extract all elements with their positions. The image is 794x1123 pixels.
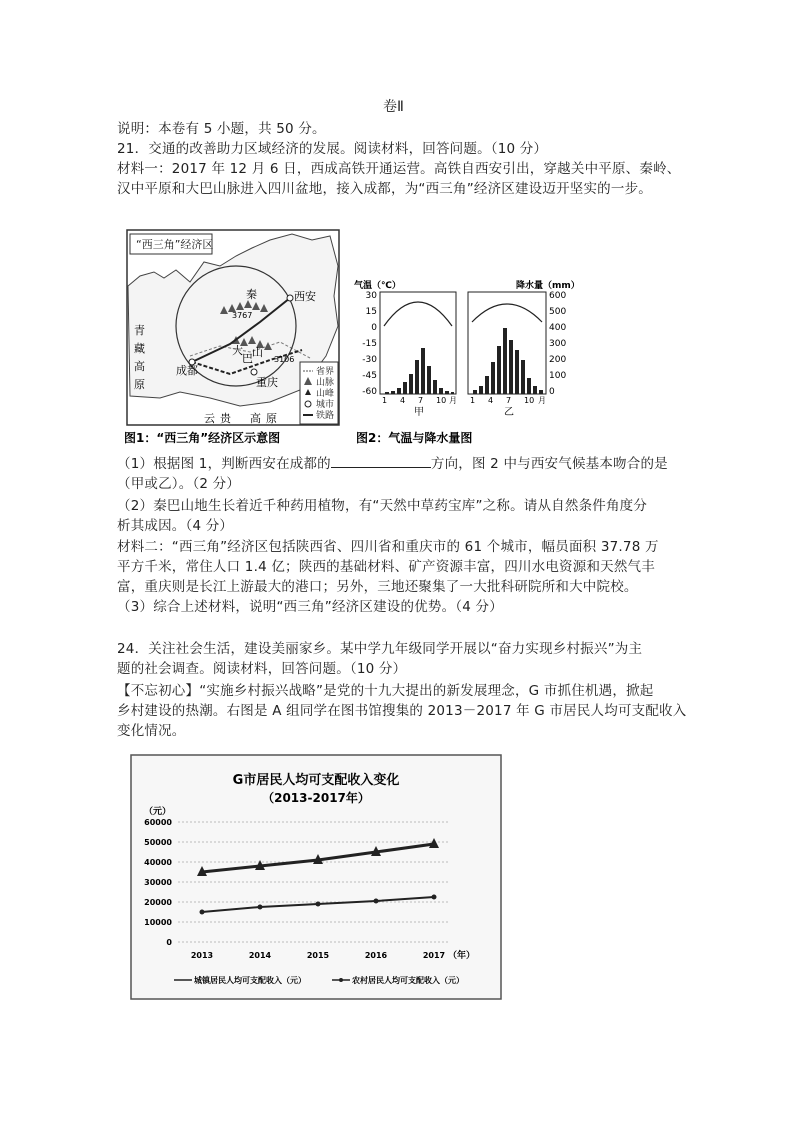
chongqing-city [251, 369, 257, 375]
question-24-line-1: 24．关注社会生活，建设美丽家乡。某中学九年级同学开展以“奋力实现乡村振兴”为主 [117, 641, 643, 657]
panel-b-precipitation-bars [473, 328, 543, 394]
question-1-text-2: 方向，图 2 中与西安气候基本吻合的是 [430, 456, 668, 472]
label-xian: 西安 [294, 290, 316, 303]
label-qin: 秦 [246, 288, 257, 301]
y-tick-label: 50000 [144, 838, 172, 847]
question-2-line-1: （2）秦巴山地生长着近千种药用植物，有“天然中草药宝库”之称。请从自然条件角度分 [117, 498, 648, 514]
chart-subtitle: （2013-2017年） [262, 791, 370, 805]
chart-title: G市居民人均可支配收入变化 [232, 773, 400, 788]
panel-a-temperature-curve [384, 302, 452, 326]
income-chart [130, 754, 502, 1000]
x-tick-label: 2014 [248, 951, 272, 960]
x-tick-label: 2015 [306, 951, 330, 960]
legend-urban: 城镇居民人均可支配收入（元） [194, 976, 306, 985]
x-tick-label: 2016 [364, 951, 388, 960]
legend-city: 城市 [316, 400, 335, 410]
legend-rural: 农村居民人均可支配收入（元） [352, 976, 464, 985]
legend-mountain: 山脉 [316, 378, 335, 388]
label-ba: 巴 [242, 352, 253, 365]
precipitation-tick: 400 [549, 323, 567, 333]
rural-income-point [200, 910, 205, 915]
svg-text:原: 原 [134, 378, 145, 391]
temperature-tick: -60 [362, 387, 377, 397]
rural-income-point [374, 899, 379, 904]
question-1 [117, 455, 668, 473]
material-1-line-1: 材料一：2017 年 12 月 6 日，西成高铁开通运营。高铁自西安引出，穿越关中平原、秦岭、 [117, 161, 681, 177]
panel-b-label: 乙 [504, 407, 514, 418]
temperature-tick: -15 [362, 339, 377, 349]
svg-text:青: 青 [134, 324, 145, 337]
instructions: 说明：本卷有 5 小题，共 50 分。 [117, 121, 326, 137]
svg-text:1: 1 [470, 396, 476, 405]
chart-y-label: （元） [144, 807, 172, 817]
temperature-tick: -30 [362, 355, 377, 365]
chart-x-label: （年） [448, 951, 476, 961]
label-peak-3767: 3767 [232, 311, 253, 320]
climate-caption: 图2：气温与降水量图 [356, 431, 473, 445]
precipitation-tick: 0 [549, 387, 555, 397]
map-figure [120, 226, 345, 448]
svg-text:原: 原 [266, 412, 277, 425]
xian-city [287, 295, 293, 301]
temperature-axis-label: 气温（℃） [354, 281, 401, 291]
map-box-title: “西三角”经济区 [136, 238, 214, 251]
rural-income-point [432, 895, 437, 900]
temperature-tick: 15 [365, 307, 377, 317]
panel-a-label: 甲 [414, 407, 424, 418]
svg-text:7: 7 [506, 396, 512, 405]
label-shan: 山 [252, 346, 263, 359]
svg-text:月: 月 [449, 396, 457, 405]
material-1-line-2: 汉中平原和大巴山脉进入四川盆地，接入成都，为“西三角”经济区建设迈开坚实的一步。 [117, 181, 652, 197]
legend-boundary: 省界 [316, 367, 335, 377]
svg-text:云: 云 [204, 412, 215, 425]
label-chengdu: 成都 [176, 364, 198, 377]
precipitation-axis-label: 降水量（mm） [516, 281, 580, 291]
rural-income-point [258, 905, 263, 910]
precipitation-tick: 500 [549, 307, 567, 317]
svg-text:10: 10 [436, 396, 447, 405]
x-tick-label: 2017 [422, 951, 446, 960]
question-24-line-5: 变化情况。 [117, 723, 186, 739]
question-21-title: 21．交通的改善助力区域经济的发展。阅读材料，回答问题。（10 分） [117, 141, 548, 157]
label-da: 大 [232, 344, 243, 357]
material-2-line-1: 材料二：“西三角”经济区包括陕西省、四川省和重庆市的 61 个城市，幅员面积 37.78 万 [117, 539, 659, 555]
y-tick-label: 30000 [144, 878, 172, 887]
temperature-tick: 0 [371, 323, 377, 333]
y-tick-label: 60000 [144, 818, 172, 827]
material-2-line-3: 富，重庆则是长江上游最大的港口；另外，三地还聚集了一大批科研院所和大中院校。 [117, 579, 638, 595]
rural-income-point [316, 902, 321, 907]
y-tick-label: 40000 [144, 858, 172, 867]
y-tick-label: 10000 [144, 918, 172, 927]
legend-peak: 山峰 [316, 389, 335, 399]
svg-text:4: 4 [488, 396, 494, 405]
section-title: 卷Ⅱ [383, 99, 404, 115]
y-tick-label: 20000 [144, 898, 172, 907]
answer-blank[interactable] [331, 455, 431, 468]
svg-text:4: 4 [400, 396, 406, 405]
legend-railway: 铁路 [316, 411, 335, 421]
precipitation-tick: 200 [549, 355, 567, 365]
precipitation-tick: 300 [549, 339, 567, 349]
x-tick-label: 2013 [190, 951, 214, 960]
svg-text:7: 7 [418, 396, 424, 405]
svg-text:高: 高 [250, 412, 261, 425]
question-2-line-2: 析其成因。（4 分） [117, 518, 234, 534]
svg-text:贵: 贵 [220, 412, 231, 425]
svg-text:藏: 藏 [134, 342, 145, 355]
y-tick-label: 0 [166, 938, 172, 947]
panel-b-temperature-curve [472, 304, 542, 322]
question-24-line-2: 题的社会调查。阅读材料，回答问题。（10 分） [117, 661, 407, 677]
question-24-line-3: 【不忘初心】“实施乡村振兴战略”是党的十九大提出的新发展理念，G 市抓住机遇，掀起 [117, 683, 654, 699]
question-1-line-2: （甲或乙）。（2 分） [117, 476, 241, 492]
svg-text:1: 1 [382, 396, 388, 405]
material-2-line-2: 平方千米，常住人口 1.4 亿；陕西的基础材料、矿产资源丰富，四川水电资源和天然气丰 [117, 559, 655, 575]
label-chongqing: 重庆 [256, 376, 278, 389]
climate-figure [352, 278, 580, 448]
map-caption: 图1：“西三角”经济区示意图 [124, 431, 281, 445]
temperature-tick: -45 [362, 371, 377, 381]
temperature-tick: 30 [365, 291, 377, 301]
question-1-text: （1）根据图 1，判断西安在成都的 [117, 456, 331, 472]
svg-text:月: 月 [538, 396, 546, 405]
svg-text:高: 高 [134, 360, 145, 373]
precipitation-tick: 600 [549, 291, 567, 301]
month-ticks [382, 396, 546, 405]
svg-text:10: 10 [524, 396, 535, 405]
question-3: （3）综合上述材料，说明“西三角”经济区建设的优势。（4 分） [117, 599, 503, 615]
panel-a-precipitation-bars [385, 348, 454, 394]
precipitation-tick: 100 [549, 371, 567, 381]
label-peak-3106: 3106 [274, 355, 295, 364]
question-24-line-4: 乡村建设的热潮。右图是 A 组同学在图书馆搜集的 2013－2017 年 G 市居民人均可支配收入 [117, 703, 687, 719]
